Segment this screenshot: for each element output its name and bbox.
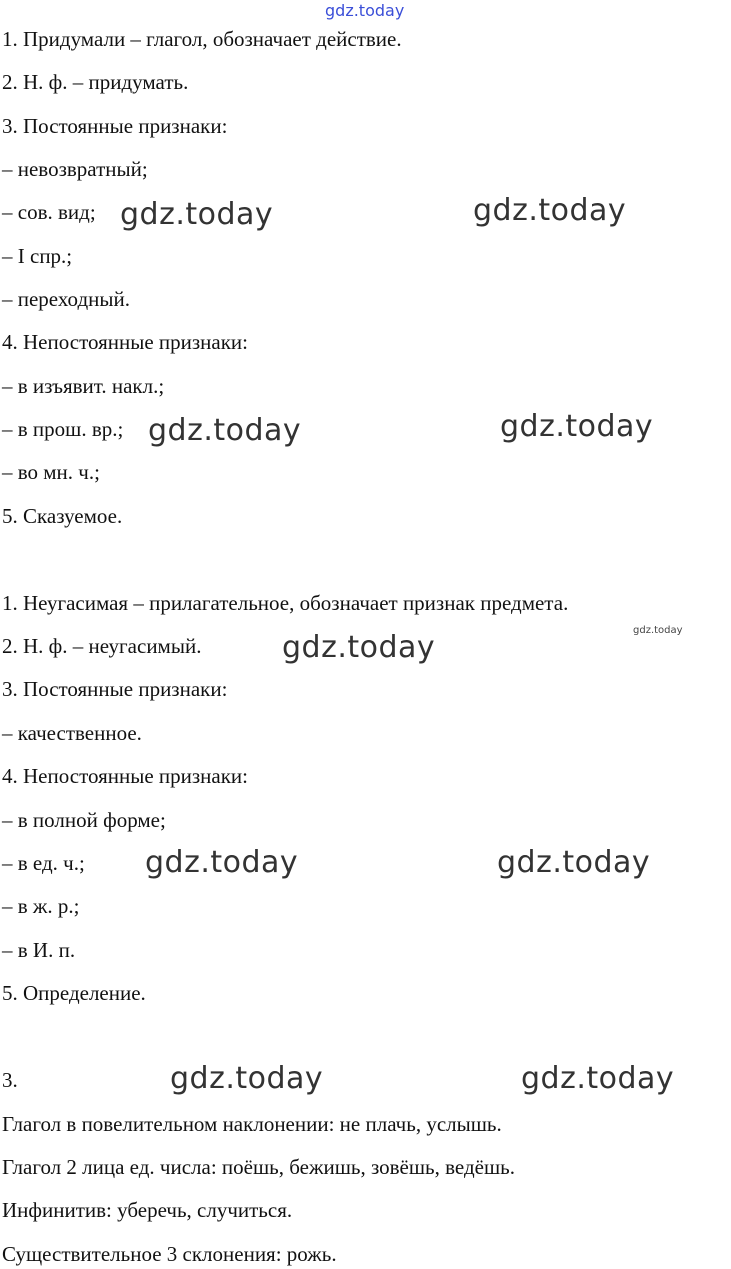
s1-line-5: – сов. вид;	[2, 200, 96, 224]
s2-line-7: – в ед. ч.;	[2, 851, 85, 875]
s2-line-9: – в И. п.	[2, 938, 76, 962]
s2-line-3: 3. Постоянные признаки:	[2, 677, 228, 701]
s1-line-9: – в изъявит. накл.;	[2, 374, 165, 398]
watermark: gdz.today	[497, 845, 651, 880]
watermark: gdz.today	[148, 413, 302, 448]
watermark-top: gdz.today	[325, 1, 405, 20]
watermark-small: gdz.today	[633, 625, 683, 636]
watermark: gdz.today	[282, 630, 436, 665]
s3-line-3: Инфинитив: уберечь, случиться.	[2, 1198, 293, 1222]
watermark: gdz.today	[521, 1061, 675, 1096]
s2-line-8: – в ж. р.;	[2, 894, 80, 918]
s1-line-1: 1. Придумали – глагол, обозначает действие.	[2, 27, 402, 51]
s2-line-10: 5. Определение.	[2, 981, 146, 1005]
s1-line-2: 2. Н. ф. – придумать.	[2, 70, 189, 94]
s1-line-8: 4. Непостоянные признаки:	[2, 330, 248, 354]
s1-line-10: – в прош. вр.;	[2, 417, 124, 441]
s2-line-5: 4. Непостоянные признаки:	[2, 764, 248, 788]
s3-line-1: Глагол в повелительном наклонении: не плачь, услышь.	[2, 1112, 502, 1136]
s2-line-4: – качественное.	[2, 721, 142, 745]
s1-line-4: – невозвратный;	[2, 157, 148, 181]
watermark: gdz.today	[145, 845, 299, 880]
s3-line-4: Существительное 3 склонения: рожь.	[2, 1242, 337, 1266]
s2-line-1: 1. Неугасимая – прилагательное, обозначает признак предмета.	[2, 591, 569, 615]
s1-line-7: – переходный.	[2, 287, 130, 311]
watermark: gdz.today	[500, 409, 654, 444]
s3-line-2: Глагол 2 лица ед. числа: поёшь, бежишь, зовёшь, ведёшь.	[2, 1155, 515, 1179]
watermark: gdz.today	[170, 1061, 324, 1096]
s1-line-3: 3. Постоянные признаки:	[2, 114, 228, 138]
s1-line-12: 5. Сказуемое.	[2, 504, 123, 528]
s2-line-6: – в полной форме;	[2, 808, 166, 832]
s2-line-2: 2. Н. ф. – неугасимый.	[2, 634, 202, 658]
s3-number: 3.	[2, 1068, 18, 1092]
s1-line-11: – во мн. ч.;	[2, 460, 100, 484]
watermark: gdz.today	[120, 197, 274, 232]
watermark: gdz.today	[473, 193, 627, 228]
s1-line-6: – I спр.;	[2, 244, 73, 268]
